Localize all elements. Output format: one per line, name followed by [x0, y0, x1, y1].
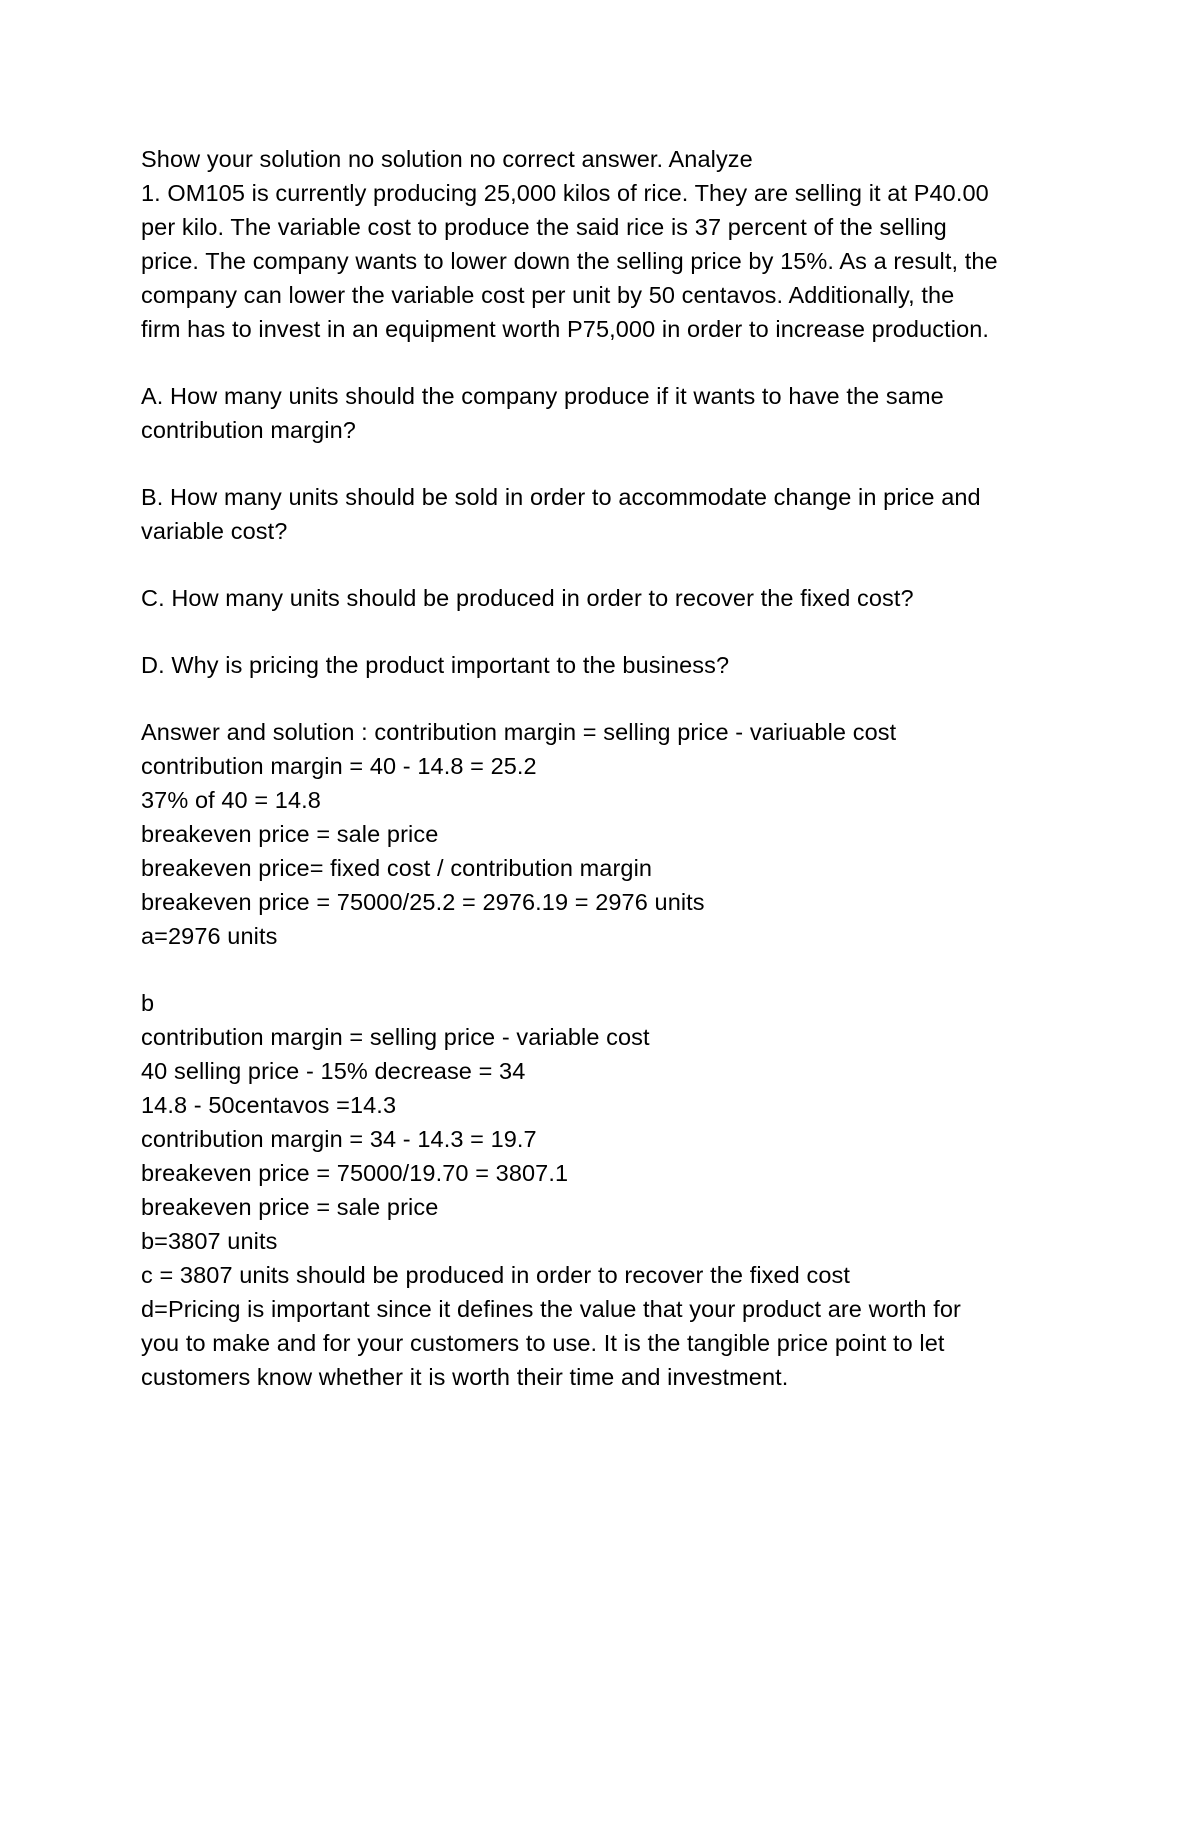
problem-line: 1. OM105 is currently producing 25,000 kilos of rice. They are selling it at P40.00 [141, 180, 989, 206]
paragraph-gap [141, 953, 1071, 986]
paragraph-gap [141, 346, 1071, 379]
question-line: variable cost? [141, 518, 288, 544]
answer-bcd-solution [141, 986, 1071, 1394]
paragraph-gap [141, 447, 1071, 480]
answer-line: breakeven price = 75000/25.2 = 2976.19 = 2976 units [141, 889, 705, 915]
answer-line: breakeven price = 75000/19.70 = 3807.1 [141, 1160, 569, 1186]
answer-line: breakeven price = sale price [141, 1194, 439, 1220]
answer-line: 40 selling price - 15% decrease = 34 [141, 1058, 526, 1084]
problem-line: per kilo. The variable cost to produce the said rice is 37 percent of the selling [141, 214, 947, 240]
answer-line: 37% of 40 = 14.8 [141, 787, 321, 813]
paragraph-gap [141, 548, 1071, 581]
intro-line [141, 142, 1071, 176]
answer-line: b [141, 990, 155, 1016]
document-body [141, 142, 1071, 1394]
paragraph-gap [141, 615, 1071, 648]
answer-line: breakeven price= fixed cost / contribution margin [141, 855, 653, 881]
question-d [141, 648, 1071, 682]
answer-line: customers know whether it is worth their time and investment. [141, 1364, 789, 1390]
answer-line: contribution margin = 34 - 14.3 = 19.7 [141, 1126, 537, 1152]
problem-line: price. The company wants to lower down the selling price by 15%. As a result, the [141, 248, 998, 274]
answer-line: contribution margin = 40 - 14.8 = 25.2 [141, 753, 537, 779]
problem-line: firm has to invest in an equipment worth P75,000 in order to increase production. [141, 316, 990, 342]
answer-line: you to make and for your customers to use. It is the tangible price point to let [141, 1330, 945, 1356]
problem-statement [141, 176, 1071, 346]
answer-a-solution [141, 715, 1071, 953]
question-line: B. How many units should be sold in order to accommodate change in price and [141, 484, 981, 510]
question-line: C. How many units should be produced in order to recover the fixed cost? [141, 585, 914, 611]
question-line: A. How many units should the company produce if it wants to have the same [141, 383, 944, 409]
answer-line: contribution margin = selling price - variable cost [141, 1024, 650, 1050]
paragraph-gap [141, 682, 1071, 715]
question-line: contribution margin? [141, 417, 356, 443]
answer-line: 14.8 - 50centavos =14.3 [141, 1092, 397, 1118]
answer-line: Answer and solution : contribution margin = selling price - variuable cost [141, 719, 897, 745]
question-c [141, 581, 1071, 615]
answer-line: breakeven price = sale price [141, 821, 439, 847]
question-line: D. Why is pricing the product important to the business? [141, 652, 730, 678]
answer-line: c = 3807 units should be produced in order to recover the fixed cost [141, 1262, 850, 1288]
answer-line: d=Pricing is important since it defines the value that your product are worth for [141, 1296, 961, 1322]
answer-line: a=2976 units [141, 923, 278, 949]
answer-line: b=3807 units [141, 1228, 278, 1254]
question-b [141, 480, 1071, 548]
problem-line: company can lower the variable cost per unit by 50 centavos. Additionally, the [141, 282, 955, 308]
question-a [141, 379, 1071, 447]
intro-text: Show your solution no solution no correct answer. Analyze [141, 146, 753, 172]
